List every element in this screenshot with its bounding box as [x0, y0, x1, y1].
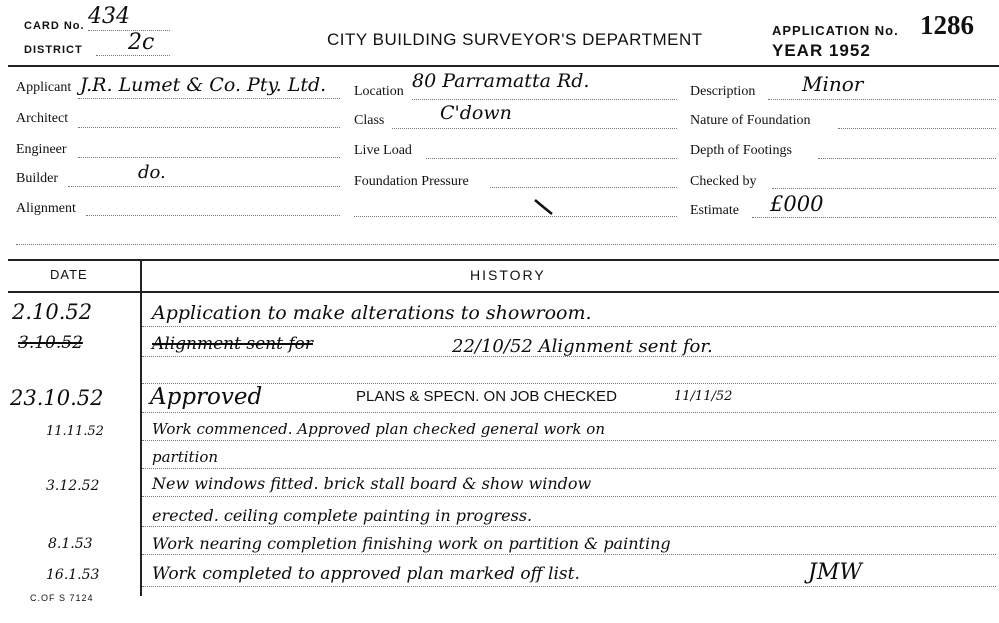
form-code: C.OF S 7124 — [30, 593, 94, 603]
checked-by-line — [772, 188, 996, 189]
live-load-label: Live Load — [354, 143, 412, 158]
history-column-header: HISTORY — [470, 267, 546, 283]
history-header-rule — [8, 291, 999, 293]
history-row-5-text-cont: erected. ceiling complete painting in progress. — [152, 506, 533, 525]
department-title: CITY BUILDING SURVEYOR'S DEPARTMENT — [327, 30, 703, 49]
history-row-7-text: Work completed to approved plan marked off list. — [152, 564, 580, 584]
description-line — [768, 99, 996, 100]
history-row-1-text: Application to make alterations to showroom. — [152, 302, 592, 324]
alignment-label: Alignment — [16, 201, 76, 216]
depth-of-footings-label: Depth of Footings — [690, 143, 792, 158]
history-line-6 — [142, 468, 996, 469]
date-column-header: DATE — [50, 267, 88, 282]
history-row-5-date: 3.12.52 — [46, 478, 100, 494]
location-line — [412, 99, 677, 100]
history-line-1 — [142, 326, 996, 327]
builder-label: Builder — [16, 171, 58, 186]
fields-bottom-rule — [16, 244, 996, 245]
nature-of-foundation-line — [838, 128, 996, 129]
live-load-line — [426, 158, 677, 159]
application-number: 1286 — [920, 10, 974, 40]
history-row-7-date: 16.1.53 — [46, 567, 100, 583]
card-no-value: 434 — [88, 4, 130, 29]
class-line — [392, 128, 677, 129]
district-value: 2c — [128, 30, 155, 55]
history-row-1-date: 2.10.52 — [12, 300, 93, 324]
builder-line — [68, 186, 340, 187]
history-row-5-text: New windows fitted. brick stall board & show window — [152, 474, 592, 493]
history-row-3-date: 23.10.52 — [10, 386, 104, 410]
history-line-10 — [142, 586, 996, 587]
history-row-4-date: 11.11.52 — [46, 424, 104, 439]
history-row-3-text: Approved — [150, 384, 263, 410]
history-row-2-text: Alignment sent for — [152, 334, 313, 354]
date-column-divider — [140, 260, 142, 596]
engineer-label: Engineer — [16, 142, 67, 157]
description-label: Description — [690, 84, 756, 99]
description-value: Minor — [802, 72, 864, 96]
engineer-line — [78, 157, 340, 158]
depth-of-footings-line — [818, 158, 996, 159]
header-divider — [8, 65, 999, 67]
history-line-2 — [142, 356, 996, 357]
location-label: Location — [354, 84, 404, 99]
foundation-pressure-label: Foundation Pressure — [354, 174, 469, 189]
nature-of-foundation-label: Nature of Foundation — [690, 113, 811, 128]
applicant-value: J.R. Lumet & Co. Pty. Ltd. — [80, 74, 327, 96]
card-no-label: CARD No. — [24, 20, 85, 32]
estimate-label: Estimate — [690, 203, 739, 218]
architect-line — [78, 127, 340, 128]
district-label: DISTRICT — [24, 44, 83, 56]
alignment-line — [86, 215, 340, 216]
history-row-4-text-cont: partition — [152, 448, 219, 466]
column2-blank-line — [354, 216, 677, 217]
architect-label: Architect — [16, 111, 69, 126]
estimate-line — [752, 217, 996, 218]
foundation-pressure-line — [490, 187, 677, 188]
history-row-4-text: Work commenced. Approved plan checked general work on — [152, 420, 605, 438]
history-row-7-initials: JMW — [808, 560, 862, 585]
history-line-5 — [142, 440, 996, 441]
history-row-2-note: 22/10/52 Alignment sent for. — [452, 336, 713, 357]
history-line-8 — [142, 526, 996, 527]
estimate-value: £000 — [770, 192, 824, 216]
applicant-line — [78, 98, 340, 99]
applicant-label: Applicant — [16, 80, 72, 95]
district-line — [96, 55, 170, 56]
class-value: C'down — [440, 102, 512, 124]
history-row-6-date: 8.1.53 — [48, 536, 93, 552]
year: YEAR 1952 — [772, 41, 871, 60]
stamp-date: 11/11/52 — [674, 389, 733, 404]
application-label: APPLICATION No. — [772, 23, 899, 38]
history-line-7 — [142, 496, 996, 497]
history-row-6-text: Work nearing completion finishing work on partition & painting — [152, 534, 671, 553]
history-line-3 — [142, 383, 996, 384]
builder-value: do. — [138, 162, 166, 183]
class-label: Class — [354, 113, 385, 128]
history-top-rule — [8, 259, 999, 261]
stamp-plans-checked: PLANS & SPECN. ON JOB CHECKED — [356, 388, 617, 405]
checked-by-label: Checked by — [690, 174, 757, 189]
location-value: 80 Parramatta Rd. — [412, 70, 590, 92]
history-line-9 — [142, 554, 996, 555]
history-row-2-date: 3.10.52 — [18, 333, 83, 353]
history-line-4 — [142, 412, 996, 413]
pen-tick-mark — [532, 196, 558, 220]
